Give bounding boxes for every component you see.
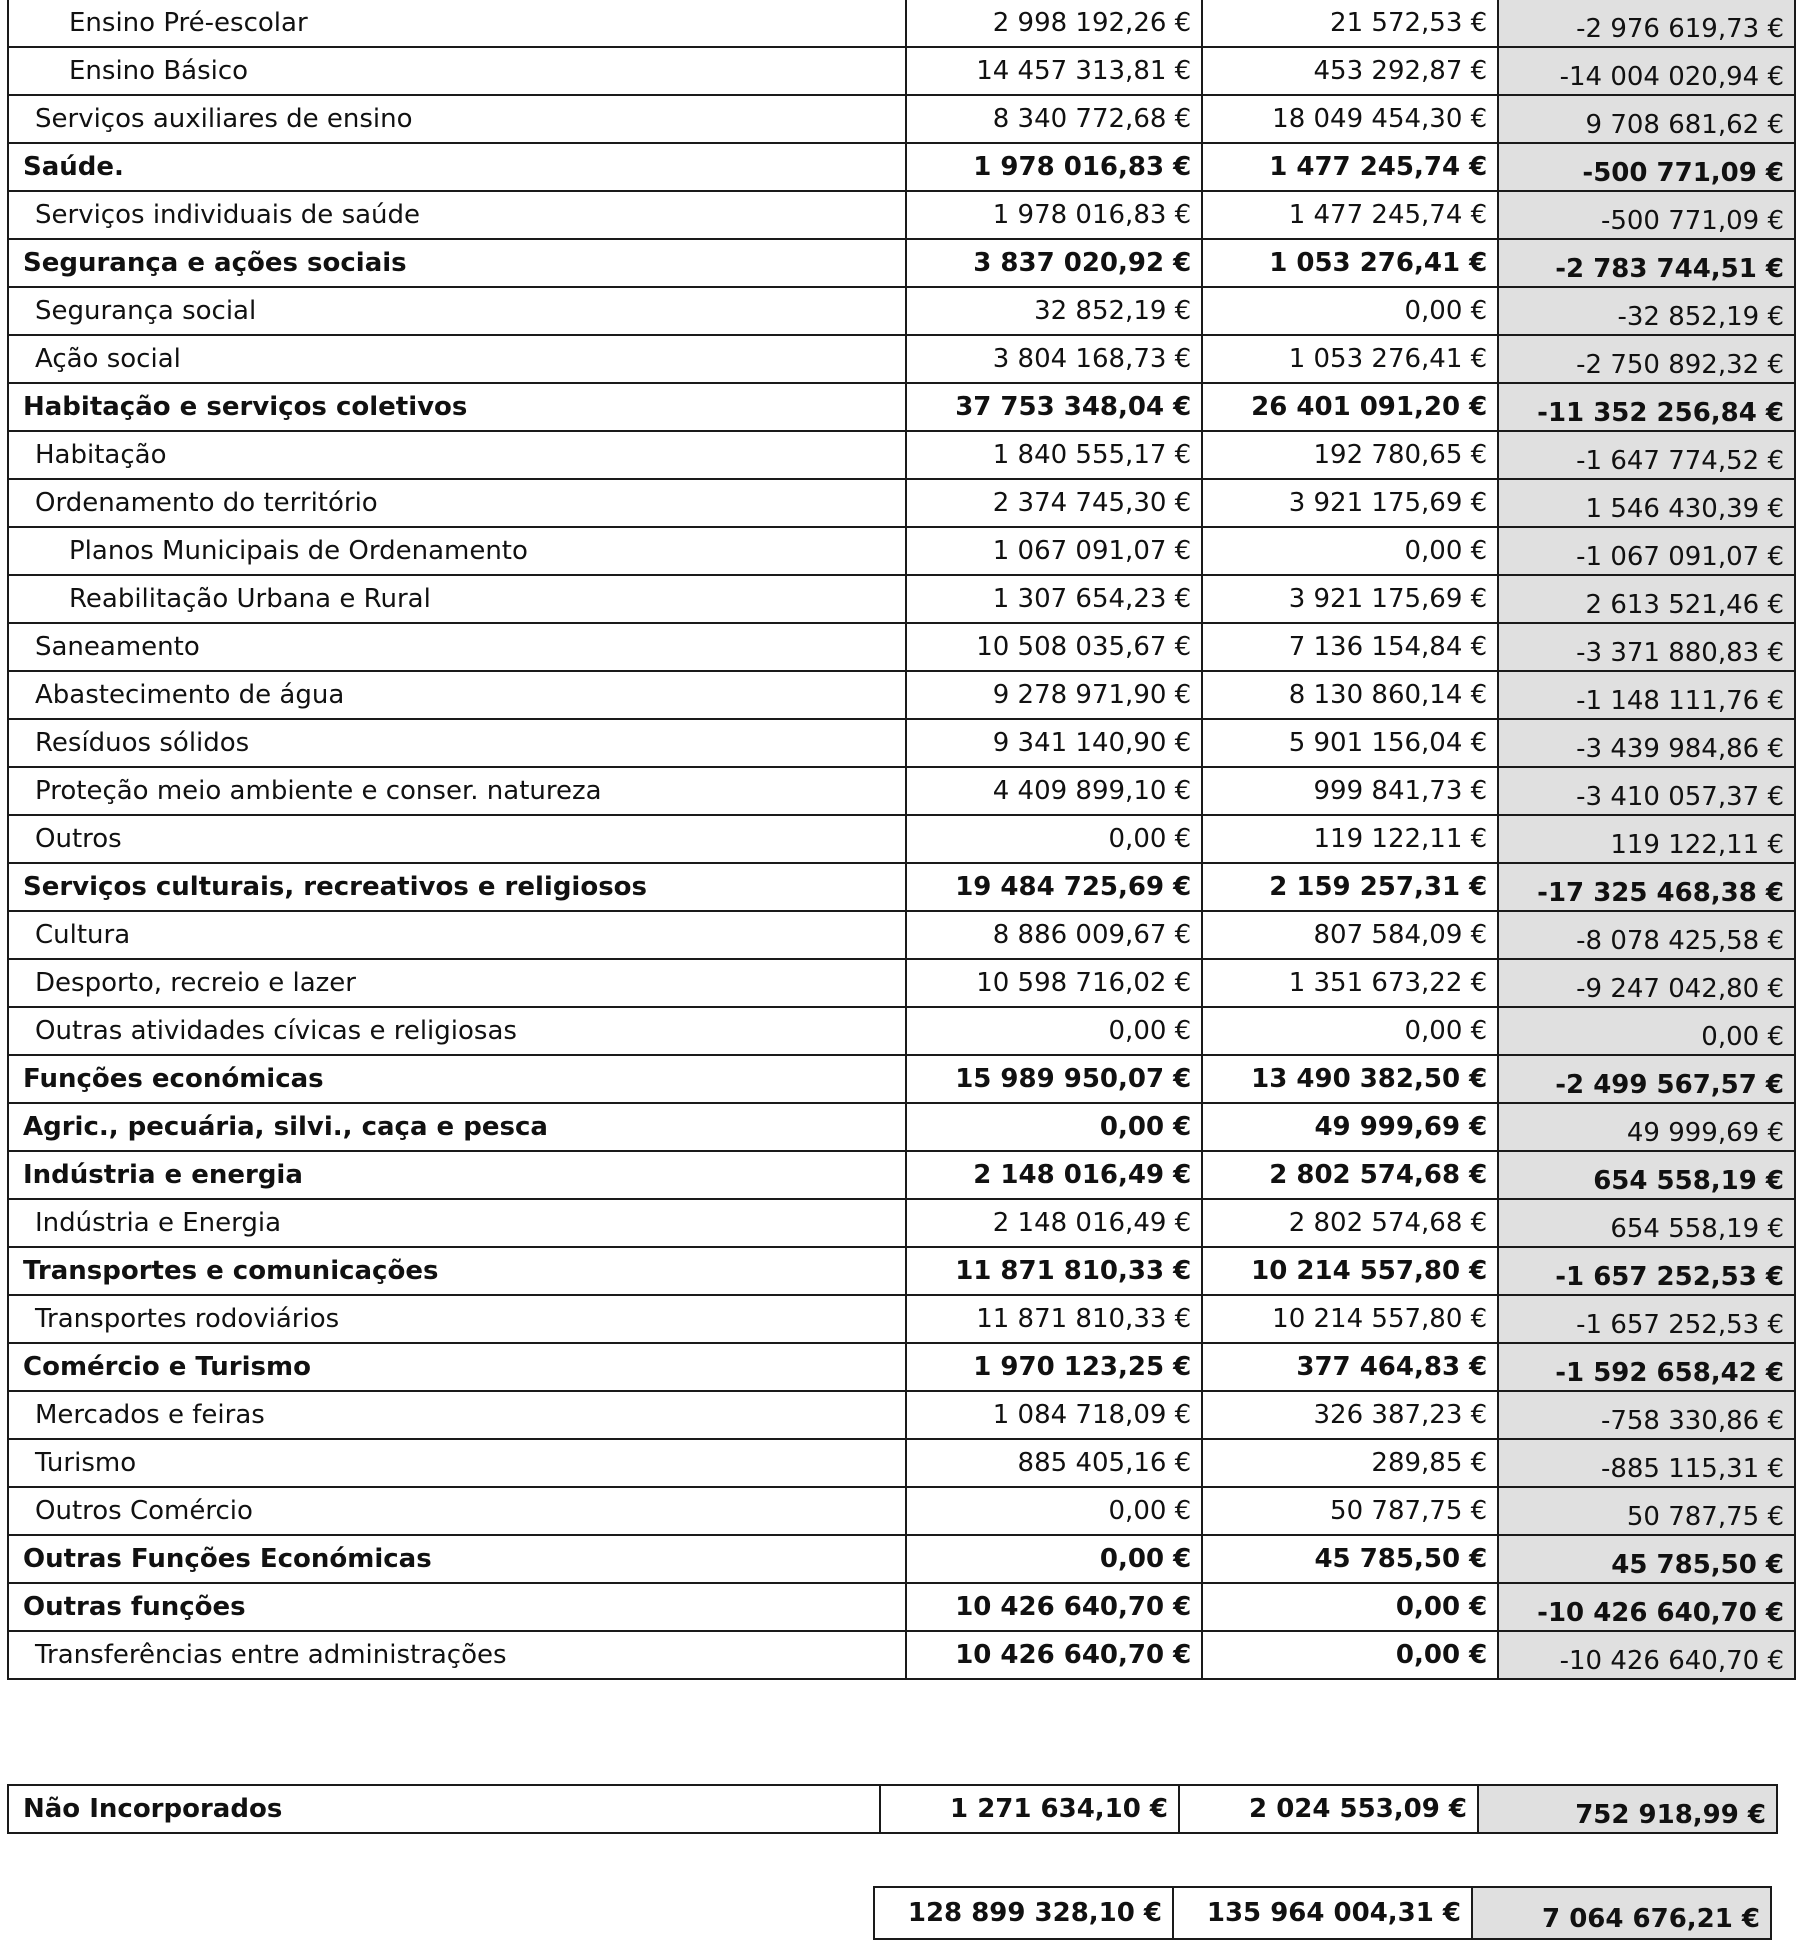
row-c3-value: -14 004 020,94 € (1559, 62, 1784, 92)
row-label: Outros (8, 815, 906, 863)
row-c2: 45 785,50 € (1202, 1535, 1498, 1583)
row-c3-value: -885 115,31 € (1600, 1454, 1784, 1484)
table-row (8, 239, 1795, 287)
row-c1: 37 753 348,04 € (906, 383, 1202, 431)
row-c2: 0,00 € (1202, 527, 1498, 575)
row-c1: 32 852,19 € (906, 287, 1202, 335)
row-c3-value: -10 426 640,70 € (1537, 1598, 1784, 1628)
table-row (8, 1535, 1795, 1583)
row-label: Turismo (8, 1439, 906, 1487)
row-c3 (1498, 767, 1795, 815)
row-c3-value: -11 352 256,84 € (1537, 398, 1784, 428)
row-c2: 807 584,09 € (1202, 911, 1498, 959)
row-label: Ensino Básico (8, 47, 906, 95)
row-c3-value: -1 657 252,53 € (1576, 1310, 1784, 1340)
row-c1: 1 978 016,83 € (906, 143, 1202, 191)
row-c3-value: -1 067 091,07 € (1576, 542, 1784, 572)
row-c1: 885 405,16 € (906, 1439, 1202, 1487)
row-c3 (1498, 1055, 1795, 1103)
row-c2: 0,00 € (1202, 1631, 1498, 1679)
budget-table-body (8, 0, 1795, 1679)
row-c2: 2 802 574,68 € (1202, 1199, 1498, 1247)
table-row (8, 1631, 1795, 1679)
nao-incorporados-c1: 1 271 634,10 € (880, 1785, 1179, 1833)
table-row (8, 47, 1795, 95)
row-c1: 8 886 009,67 € (906, 911, 1202, 959)
total-row (874, 1887, 1771, 1939)
row-c1: 14 457 313,81 € (906, 47, 1202, 95)
table-row (8, 0, 1795, 47)
row-c3 (1498, 1391, 1795, 1439)
table-row (8, 143, 1795, 191)
row-c1: 1 307 654,23 € (906, 575, 1202, 623)
row-c3-value: -3 410 057,37 € (1576, 782, 1784, 812)
row-c3 (1498, 1583, 1795, 1631)
row-c3 (1498, 719, 1795, 767)
row-label: Indústria e energia (8, 1151, 906, 1199)
row-c3 (1498, 1535, 1795, 1583)
table-row (8, 671, 1795, 719)
row-c1: 1 084 718,09 € (906, 1391, 1202, 1439)
row-c1: 19 484 725,69 € (906, 863, 1202, 911)
row-label: Agric., pecuária, silvi., caça e pesca (8, 1103, 906, 1151)
row-c2: 3 921 175,69 € (1202, 575, 1498, 623)
row-c1: 8 340 772,68 € (906, 95, 1202, 143)
row-c1: 10 426 640,70 € (906, 1583, 1202, 1631)
row-label: Funções económicas (8, 1055, 906, 1103)
row-label: Outras atividades cívicas e religiosas (8, 1007, 906, 1055)
row-c2: 3 921 175,69 € (1202, 479, 1498, 527)
nao-incorporados-c3 (1478, 1785, 1777, 1833)
row-c3 (1498, 1295, 1795, 1343)
row-c3-value: 0,00 € (1701, 1022, 1784, 1052)
row-label: Proteção meio ambiente e conser. natureza (8, 767, 906, 815)
table-row (8, 191, 1795, 239)
row-label: Segurança e ações sociais (8, 239, 906, 287)
row-c3 (1498, 191, 1795, 239)
row-c3-value: 2 613 521,46 € (1585, 590, 1784, 620)
row-c1: 1 840 555,17 € (906, 431, 1202, 479)
row-c2: 377 464,83 € (1202, 1343, 1498, 1391)
row-c2: 10 214 557,80 € (1202, 1247, 1498, 1295)
row-label: Indústria e Energia (8, 1199, 906, 1247)
row-c1: 1 978 016,83 € (906, 191, 1202, 239)
row-label: Serviços auxiliares de ensino (8, 95, 906, 143)
table-row (8, 815, 1795, 863)
row-c3 (1498, 479, 1795, 527)
row-c2: 2 802 574,68 € (1202, 1151, 1498, 1199)
row-c3-value: -2 783 744,51 € (1555, 254, 1784, 284)
row-label: Desporto, recreio e lazer (8, 959, 906, 1007)
row-c2: 1 351 673,22 € (1202, 959, 1498, 1007)
row-c3 (1498, 47, 1795, 95)
row-c1: 2 998 192,26 € (906, 0, 1202, 47)
row-label: Habitação (8, 431, 906, 479)
nao-incorporados-label: Não Incorporados (8, 1785, 880, 1833)
row-c3 (1498, 1631, 1795, 1679)
row-c3 (1498, 1247, 1795, 1295)
row-label: Serviços individuais de saúde (8, 191, 906, 239)
row-c3-value: -1 647 774,52 € (1576, 446, 1784, 476)
table-row (8, 335, 1795, 383)
table-row (8, 1151, 1795, 1199)
total-c3 (1472, 1887, 1771, 1939)
row-label: Saneamento (8, 623, 906, 671)
table-row (8, 431, 1795, 479)
row-c3 (1498, 1439, 1795, 1487)
table-row (8, 1343, 1795, 1391)
total-c2: 135 964 004,31 € (1173, 1887, 1472, 1939)
row-c3-value: -9 247 042,80 € (1576, 974, 1784, 1004)
row-label: Serviços culturais, recreativos e religiosos (8, 863, 906, 911)
row-c2: 7 136 154,84 € (1202, 623, 1498, 671)
row-label: Segurança social (8, 287, 906, 335)
table-row (8, 1055, 1795, 1103)
row-c2: 0,00 € (1202, 287, 1498, 335)
table-row (8, 1439, 1795, 1487)
table-row (8, 959, 1795, 1007)
row-c3 (1498, 527, 1795, 575)
row-c2: 18 049 454,30 € (1202, 95, 1498, 143)
row-c2: 326 387,23 € (1202, 1391, 1498, 1439)
row-c2: 0,00 € (1202, 1007, 1498, 1055)
row-label: Comércio e Turismo (8, 1343, 906, 1391)
table-row (8, 1295, 1795, 1343)
row-c3-value: -32 852,19 € (1617, 302, 1784, 332)
row-c1: 11 871 810,33 € (906, 1247, 1202, 1295)
row-c2: 289,85 € (1202, 1439, 1498, 1487)
row-c1: 10 426 640,70 € (906, 1631, 1202, 1679)
row-c2: 1 053 276,41 € (1202, 239, 1498, 287)
row-c2: 0,00 € (1202, 1583, 1498, 1631)
row-c3 (1498, 911, 1795, 959)
row-c3 (1498, 959, 1795, 1007)
row-c1: 1 970 123,25 € (906, 1343, 1202, 1391)
row-c2: 119 122,11 € (1202, 815, 1498, 863)
table-row (8, 383, 1795, 431)
row-c3 (1498, 671, 1795, 719)
row-c3-value: -500 771,09 € (1600, 206, 1784, 236)
row-c3-value: 1 546 430,39 € (1585, 494, 1784, 524)
row-c2: 8 130 860,14 € (1202, 671, 1498, 719)
row-c3-value: 119 122,11 € (1610, 830, 1784, 860)
nao-incorporados-table (7, 1784, 1778, 1834)
row-c2: 10 214 557,80 € (1202, 1295, 1498, 1343)
row-c3-value: -2 750 892,32 € (1576, 350, 1784, 380)
table-row (8, 1583, 1795, 1631)
row-c3 (1498, 239, 1795, 287)
row-label: Transportes e comunicações (8, 1247, 906, 1295)
row-c3 (1498, 431, 1795, 479)
row-c3-value: -2 976 619,73 € (1576, 14, 1784, 44)
table-row (8, 575, 1795, 623)
row-c1: 0,00 € (906, 1535, 1202, 1583)
row-c1: 4 409 899,10 € (906, 767, 1202, 815)
total-c1: 128 899 328,10 € (874, 1887, 1173, 1939)
table-row (8, 1487, 1795, 1535)
row-c3-value: -1 148 111,76 € (1576, 686, 1784, 716)
row-c3-value: 45 785,50 € (1611, 1550, 1784, 1580)
row-c1: 2 148 016,49 € (906, 1199, 1202, 1247)
row-label: Reabilitação Urbana e Rural (8, 575, 906, 623)
row-c3 (1498, 1199, 1795, 1247)
row-c3 (1498, 143, 1795, 191)
row-label: Mercados e feiras (8, 1391, 906, 1439)
table-row (8, 527, 1795, 575)
table-row (8, 95, 1795, 143)
row-c1: 11 871 810,33 € (906, 1295, 1202, 1343)
row-label: Transferências entre administrações (8, 1631, 906, 1679)
table-row (8, 1103, 1795, 1151)
row-c2: 13 490 382,50 € (1202, 1055, 1498, 1103)
row-c3-value: -2 499 567,57 € (1555, 1070, 1784, 1100)
row-label: Ação social (8, 335, 906, 383)
row-c1: 9 278 971,90 € (906, 671, 1202, 719)
row-c3 (1498, 287, 1795, 335)
row-c3 (1498, 863, 1795, 911)
nao-incorporados-row (8, 1785, 1777, 1833)
nao-incorporados-c2: 2 024 553,09 € (1179, 1785, 1478, 1833)
row-c3 (1498, 1151, 1795, 1199)
row-c3-value: -3 439 984,86 € (1576, 734, 1784, 764)
total-c3-value: 7 064 676,21 € (1542, 1904, 1760, 1934)
row-label: Ensino Pré-escolar (8, 0, 906, 47)
table-row (8, 479, 1795, 527)
row-c3 (1498, 383, 1795, 431)
table-row (8, 719, 1795, 767)
row-c3-value: 50 787,75 € (1626, 1502, 1784, 1532)
budget-table (7, 0, 1796, 1680)
row-c2: 1 477 245,74 € (1202, 191, 1498, 239)
row-c1: 2 148 016,49 € (906, 1151, 1202, 1199)
row-c1: 9 341 140,90 € (906, 719, 1202, 767)
table-row (8, 1247, 1795, 1295)
row-c3 (1498, 1103, 1795, 1151)
row-c3-value: 49 999,69 € (1626, 1118, 1784, 1148)
table-row (8, 623, 1795, 671)
row-c1: 0,00 € (906, 1487, 1202, 1535)
row-c1: 2 374 745,30 € (906, 479, 1202, 527)
row-c2: 5 901 156,04 € (1202, 719, 1498, 767)
row-label: Outros Comércio (8, 1487, 906, 1535)
row-c1: 3 837 020,92 € (906, 239, 1202, 287)
row-c3-value: -500 771,09 € (1582, 158, 1784, 188)
row-c3-value: -1 657 252,53 € (1555, 1262, 1784, 1292)
row-c3-value: -17 325 468,38 € (1537, 878, 1784, 908)
row-c2: 2 159 257,31 € (1202, 863, 1498, 911)
row-c3-value: -758 330,86 € (1600, 1406, 1784, 1436)
row-c3 (1498, 623, 1795, 671)
row-label: Habitação e serviços coletivos (8, 383, 906, 431)
row-c1: 0,00 € (906, 1007, 1202, 1055)
row-label: Resíduos sólidos (8, 719, 906, 767)
row-c1: 10 598 716,02 € (906, 959, 1202, 1007)
row-c1: 15 989 950,07 € (906, 1055, 1202, 1103)
row-c2: 192 780,65 € (1202, 431, 1498, 479)
row-c2: 50 787,75 € (1202, 1487, 1498, 1535)
row-c3 (1498, 1007, 1795, 1055)
row-label: Outras Funções Económicas (8, 1535, 906, 1583)
row-c3-value: 654 558,19 € (1593, 1166, 1784, 1196)
nao-incorporados-c3-value: 752 918,99 € (1575, 1800, 1766, 1830)
row-c1: 10 508 035,67 € (906, 623, 1202, 671)
row-c3 (1498, 95, 1795, 143)
row-c3-value: -1 592 658,42 € (1555, 1358, 1784, 1388)
row-c2: 26 401 091,20 € (1202, 383, 1498, 431)
table-row (8, 863, 1795, 911)
row-c3-value: 9 708 681,62 € (1585, 110, 1784, 140)
table-row (8, 1007, 1795, 1055)
row-label: Abastecimento de água (8, 671, 906, 719)
row-c1: 0,00 € (906, 815, 1202, 863)
row-label: Transportes rodoviários (8, 1295, 906, 1343)
row-c3-value: -10 426 640,70 € (1559, 1646, 1784, 1676)
row-c2: 453 292,87 € (1202, 47, 1498, 95)
table-row (8, 1391, 1795, 1439)
row-c3 (1498, 1343, 1795, 1391)
row-c3 (1498, 0, 1795, 47)
table-row (8, 911, 1795, 959)
row-c3 (1498, 335, 1795, 383)
row-c3 (1498, 815, 1795, 863)
row-c3 (1498, 1487, 1795, 1535)
total-table (873, 1886, 1772, 1940)
row-c1: 1 067 091,07 € (906, 527, 1202, 575)
row-c3-value: -3 371 880,83 € (1576, 638, 1784, 668)
row-c2: 999 841,73 € (1202, 767, 1498, 815)
row-label: Planos Municipais de Ordenamento (8, 527, 906, 575)
table-row (8, 1199, 1795, 1247)
row-c3-value: 654 558,19 € (1610, 1214, 1784, 1244)
row-c1: 0,00 € (906, 1103, 1202, 1151)
row-c2: 49 999,69 € (1202, 1103, 1498, 1151)
row-c2: 1 477 245,74 € (1202, 143, 1498, 191)
row-c3-value: -8 078 425,58 € (1576, 926, 1784, 956)
row-label: Ordenamento do território (8, 479, 906, 527)
row-c2: 21 572,53 € (1202, 0, 1498, 47)
row-label: Cultura (8, 911, 906, 959)
row-label: Saúde. (8, 143, 906, 191)
row-c2: 1 053 276,41 € (1202, 335, 1498, 383)
table-row (8, 767, 1795, 815)
row-label: Outras funções (8, 1583, 906, 1631)
row-c3 (1498, 575, 1795, 623)
table-row (8, 287, 1795, 335)
row-c1: 3 804 168,73 € (906, 335, 1202, 383)
